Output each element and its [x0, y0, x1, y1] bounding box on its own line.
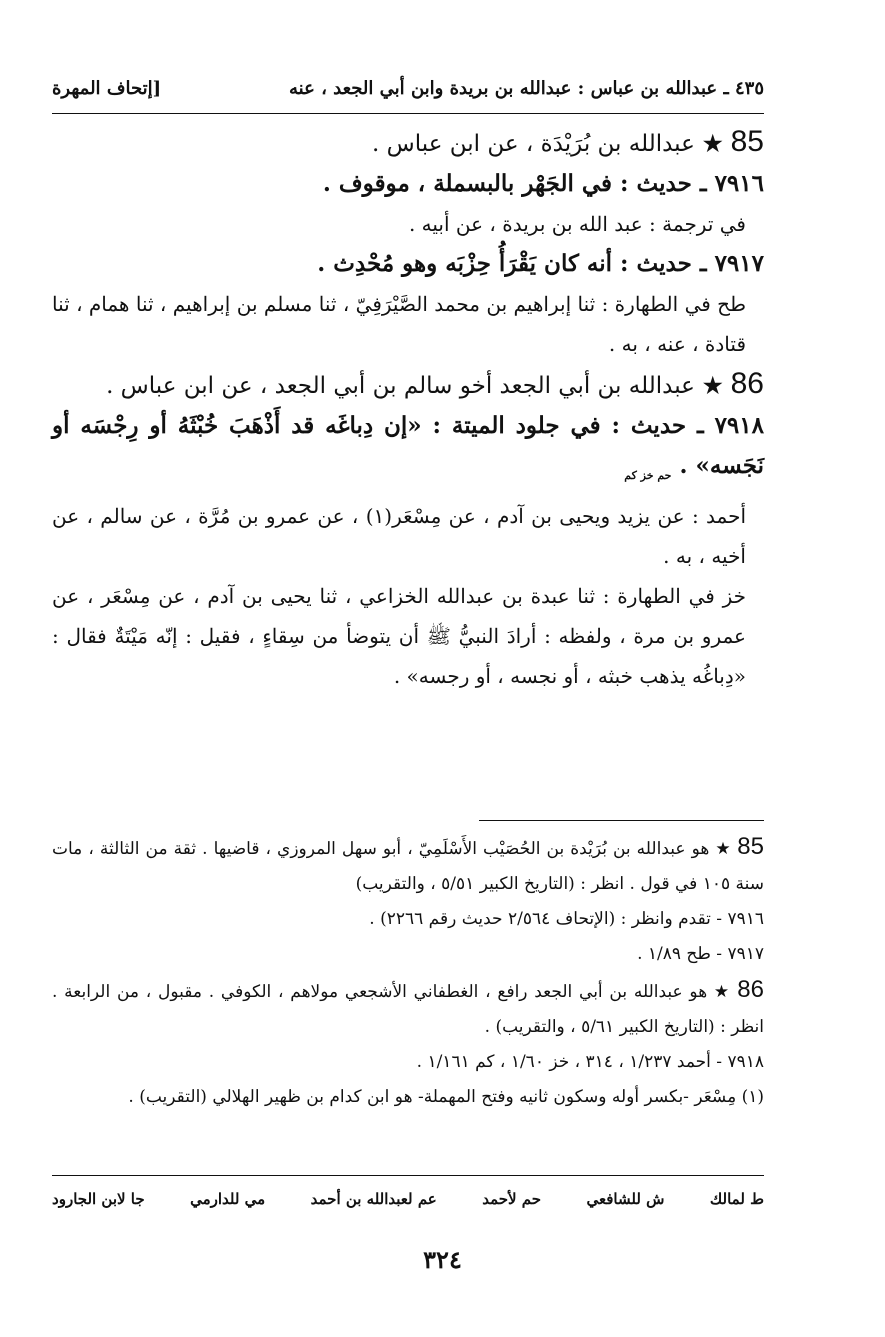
entry-text: عبدالله بن بُرَيْدَة ، عن ابن عباس .	[372, 131, 695, 157]
entry-number: 86	[730, 367, 764, 400]
footnote-text: ★ هو عبدالله بن بُرَيْدة بن الحُصَيْب الأَسْلَمِيّ ، أبو سهل المروزي ، قاضيها . ثقة من الثالثة ، مات سنة ١٠٥ في قول . انظر : (التاريخ الكبير ٥/٥١ ، والتقريب)	[52, 839, 764, 894]
abbrev-item: جا لابن الجارود	[52, 1190, 145, 1208]
abbrev-item: مي للدارمي	[190, 1190, 266, 1208]
footnote-7917: ٧٩١٧ - طح ١/٨٩ .	[637, 944, 764, 964]
abbreviation-key	[52, 1175, 764, 1208]
hadith-7917-detail: طح في الطهارة : ثنا إبراهيم بن محمد الصَّيْرَفِيّ ، ثنا مسلم بن إبراهيم ، ثنا همام ، ثنا قتادة ، عنه ، به .	[52, 292, 746, 356]
abbrev-item: ش للشافعي	[586, 1190, 665, 1208]
entry-text: عبدالله بن أبي الجعد أخو سالم بن أبي الجعد ، عن ابن عباس .	[106, 373, 695, 399]
page-content	[52, 78, 764, 696]
star-icon: ★	[702, 131, 723, 157]
footnote-text: ★ هو عبدالله بن أبي الجعد رافع ، الغطفاني الأشجعي مولاهم ، الكوفي . مقبول ، من الرابعة . انظر : (التاريخ الكبير ٥/٦١ ، والتقريب) .	[52, 982, 764, 1037]
footnote-1: (١) مِسْعَر -بكسر أوله وسكون ثانيه وفتح المهملة- هو ابن كدام بن ظهير الهلالي (التقريب) .	[128, 1087, 764, 1107]
footnote-divider	[479, 820, 764, 821]
hadith-7918-khuz: خز في الطهارة : ثنا عبدة بن عبدالله الخزاعي ، ثنا يحيى بن آدم ، عن مِسْعَر ، عن عمرو بن مرة ، ولفظه : أرادَ النبيُّ ﷺ أن يتوضأ من سِقاءٍ ، فقيل : إنّه مَيْتَةٌ فقال : «دِباغُه يذهب خبثه ، أو نجسه ، أو رجسه» .	[52, 584, 746, 688]
hadith-text: ٧٩١٧ ـ حديث : أنه كان يَقْرَأُ حِزْبَه وهو مُحْدِث .	[317, 250, 764, 277]
footnote-85	[52, 829, 764, 902]
hadith-7916: ٧٩١٦ ـ حديث : في الجَهْر بالبسملة ، موقوف .	[322, 170, 764, 197]
page-number: ٣٢٤	[423, 1245, 462, 1274]
abbrev-item: عم لعبدالله بن أحمد	[310, 1190, 437, 1208]
abbrev-item: حم لأحمد	[482, 1190, 542, 1208]
star-icon: ★	[702, 373, 723, 399]
footnote-number: 85	[737, 833, 764, 860]
abbrev-item: ط لمالك	[709, 1190, 764, 1208]
source-markers: حم خز كم	[624, 469, 672, 482]
entry-86	[52, 364, 764, 406]
entry-number: 85	[730, 125, 764, 158]
footnote-number: 86	[737, 976, 764, 1003]
footnote-7918: ٧٩١٨ - أحمد ١/٢٣٧ ، ٣١٤ ، خز ١/٦٠ ، كم ١/١٦١ .	[416, 1052, 764, 1072]
hadith-7917	[52, 244, 764, 284]
hadith-7918	[52, 406, 764, 496]
main-text	[52, 122, 764, 696]
footnote-7916: ٧٩١٦ - تقدم وانظر : (الإتحاف ٢/٥٦٤ حديث رقم ٢٢٦٦) .	[369, 909, 764, 929]
footnotes	[52, 820, 764, 1115]
hadith-text: ٧٩١٨ ـ حديث : في جلود الميتة : «إن دِباغَه قد أَذْهَبَ خُبْثَهُ أو رِجْسَه أو نَجَسه» .	[52, 412, 764, 479]
hadith-7918-ahmad: أحمد : عن يزيد ويحيى بن آدم ، عن مِسْعَر(١) ، عن عمرو بن مُرَّة ، عن سالم ، عن أخيه ، به .	[52, 504, 747, 568]
footnote-86	[52, 972, 764, 1045]
entry-85	[52, 122, 764, 164]
hadith-7916-note: في ترجمة : عبد الله بن بريدة ، عن أبيه .	[408, 212, 746, 236]
running-title: ٤٣٥ ـ عبدالله بن عباس : عبدالله بن بريدة وابن أبي الجعد ، عنه	[289, 78, 764, 99]
running-header	[52, 78, 764, 114]
book-title: [إتحاف المهرة	[52, 78, 162, 99]
